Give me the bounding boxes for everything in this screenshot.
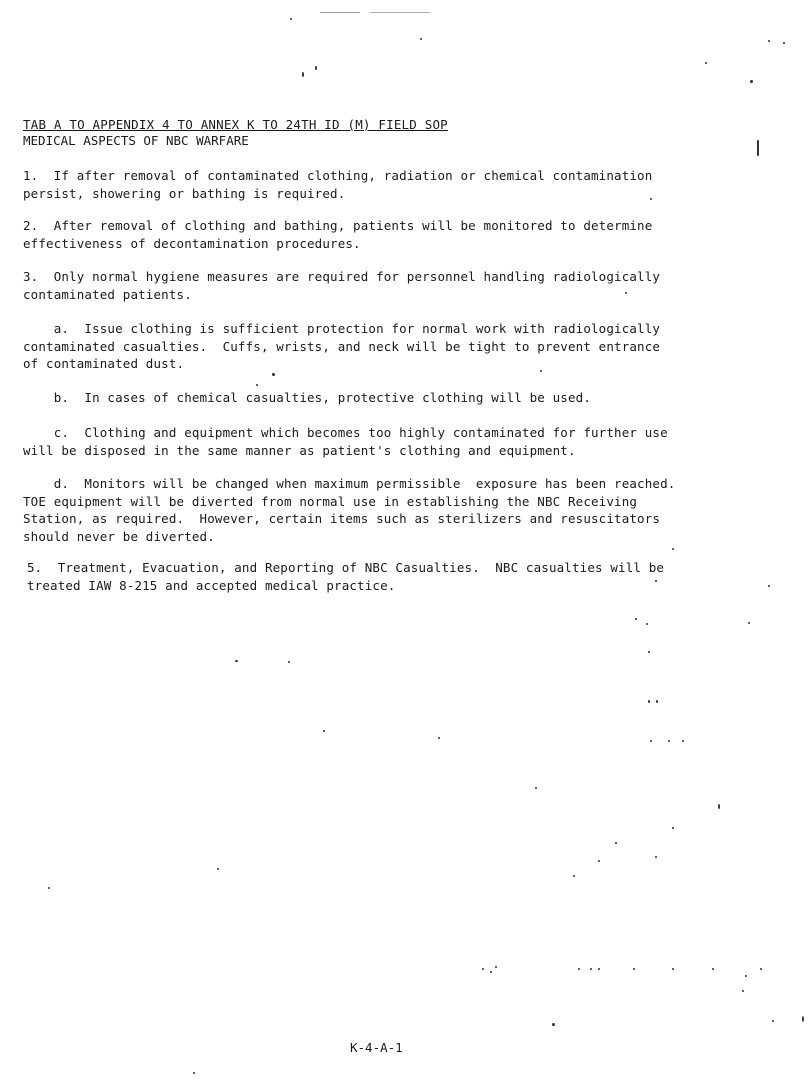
scan-speck [302, 72, 304, 77]
scan-speck [672, 827, 674, 829]
paragraph-2: 2. After removal of clothing and bathing, patients will be monitored to determine effectiveness of decontamination procedures. [23, 218, 653, 251]
scan-speck [672, 548, 674, 550]
scan-speck [615, 842, 617, 844]
scan-speck [48, 887, 50, 889]
scan-speck [256, 384, 258, 386]
scan-speck [655, 856, 657, 858]
scan-speck [552, 1023, 555, 1026]
scan-speck [598, 968, 600, 970]
scan-speck [712, 968, 714, 970]
scan-speck [648, 700, 650, 703]
scan-speck [635, 618, 637, 620]
scan-speck [217, 868, 219, 870]
scan-speck [760, 968, 762, 970]
scan-speck [750, 80, 753, 83]
scan-speck [272, 373, 275, 376]
scan-speck [290, 18, 292, 20]
scan-speck [535, 787, 537, 789]
scan-speck [742, 990, 744, 992]
scan-speck [495, 966, 497, 968]
scan-speck [598, 860, 600, 862]
scan-speck [655, 580, 657, 582]
scan-speck [573, 875, 575, 877]
scan-speck [802, 1016, 804, 1022]
scan-speck [540, 370, 542, 372]
scan-speck [578, 968, 580, 970]
paragraph-3d: d. Monitors will be changed when maximum permissible exposure has been reached. TOE equipment will be diverted from normal use in establishing the NBC Receiving Station, as required. However, certain items such as sterilizers and resuscitators should never be diverted. [23, 476, 676, 544]
scan-speck [625, 292, 627, 294]
scan-speck [438, 737, 440, 739]
scan-speck [288, 661, 290, 663]
scan-speck [783, 42, 785, 44]
scan-speck [650, 198, 652, 200]
scan-speck [705, 62, 707, 64]
page-number: K-4-A-1 [350, 1040, 403, 1055]
scan-speck [193, 1072, 195, 1074]
paragraph-1: 1. If after removal of contaminated clothing, radiation or chemical contamination persist, showering or bathing is required. [23, 168, 653, 201]
scan-speck [745, 975, 747, 977]
scan-speck [590, 968, 592, 970]
paragraph-3: 3. Only normal hygiene measures are required for personnel handling radiologically contaminated patients. [23, 269, 661, 302]
paragraph-3c: c. Clothing and equipment which becomes too highly contaminated for further use will be disposed in the same manner as patient's clothing and equipment. [23, 425, 668, 458]
scan-speck [323, 730, 325, 732]
scan-speck [656, 700, 658, 703]
scan-speck [772, 1020, 774, 1022]
scan-speck [668, 740, 670, 742]
scan-speck [482, 968, 484, 970]
scan-speck [320, 12, 360, 13]
scan-speck [718, 804, 720, 809]
scan-speck [646, 623, 648, 625]
scan-speck [748, 622, 750, 624]
scan-speck [490, 971, 492, 973]
scan-speck [235, 660, 238, 662]
scan-speck [768, 585, 770, 587]
scan-speck [757, 140, 759, 156]
scan-speck [420, 38, 422, 40]
document-title: TAB A TO APPENDIX 4 TO ANNEX K TO 24TH ID (M) FIELD SOP [23, 117, 448, 132]
scan-speck [633, 968, 635, 970]
scan-speck [315, 66, 317, 70]
scan-speck [370, 12, 430, 13]
document-subtitle: MEDICAL ASPECTS OF NBC WARFARE [23, 133, 249, 148]
paragraph-5: 5. Treatment, Evacuation, and Reporting of NBC Casualties. NBC casualties will be treated IAW 8-215 and accepted medical practice. [27, 560, 665, 593]
scan-speck [672, 968, 674, 970]
scan-speck [682, 740, 684, 742]
paragraph-3a: a. Issue clothing is sufficient protection for normal work with radiologically contaminated casualties. Cuffs, wrists, and neck will be tight to prevent entrance of contaminated dust. [23, 321, 661, 371]
scan-speck [650, 740, 652, 742]
paragraph-3b: b. In cases of chemical casualties, protective clothing will be used. [23, 390, 591, 405]
scan-speck [768, 40, 770, 42]
scan-speck [648, 651, 650, 653]
